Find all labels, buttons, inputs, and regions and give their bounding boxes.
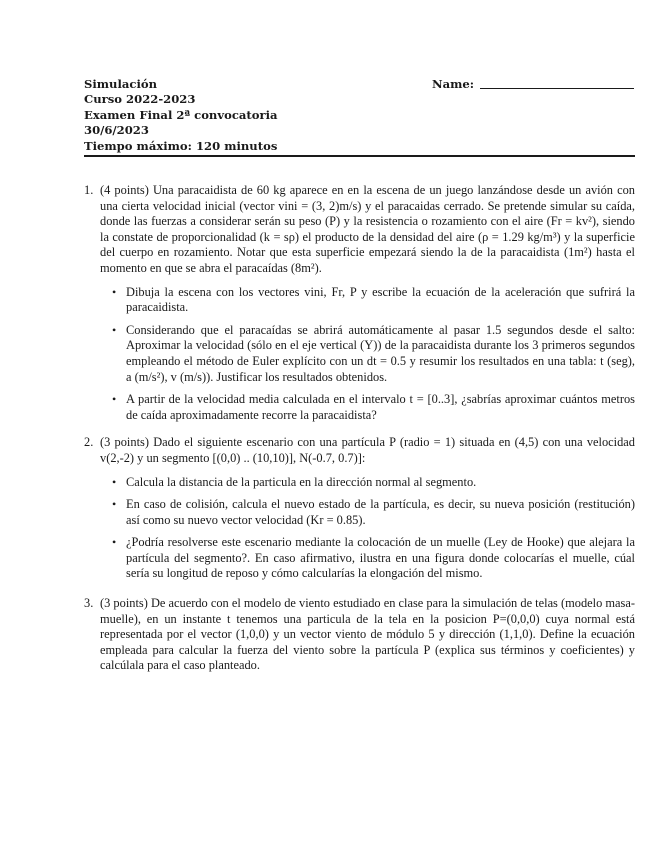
question-text: (3 points) De acuerdo con el modelo de viento estudiado en clase para la simulación de telas (modelo masa-muelle), en un instante t tenemos una particula de la tela en la posicion P=(0,0,0) cuya normal está representada por el vector (1,0,0) y un vector viento de módulo 5 y dirección (1,1,0). Define la ecuación empleada para calcular la fuerza del viento sobre la partícula P (explica sus términos y coeficientes) y calcúlala para el caso planteado. [100,596,635,673]
question-3 [84,596,635,674]
bullet-icon: • [112,474,117,489]
exam-title: Examen Final 2ª convocatoria [84,107,278,122]
questions-list [84,183,635,686]
academic-year: Curso 2022-2023 [84,92,196,107]
name-field-line[interactable] [480,88,634,89]
question-2 [84,435,635,582]
question-number: 2. [84,435,94,450]
exam-date: 30/6/2023 [84,123,149,138]
bullet-icon: • [112,392,117,407]
time-limit: Tiempo máximo: 120 minutos [84,138,278,153]
question-2-subitems [100,475,635,583]
question-number: 1. [84,183,94,197]
list-item: • ¿Podría resolverse este escenario mediante la colocación de un muelle (Ley de Hooke) que alejara la partícula del segmento?. En caso afirmativo, ilustra en una figura donde colocarías el muelle, cúal sería su longitud de reposo y cómo calcularías la elongación del mismo. [112,535,635,581]
name-label: Name: [432,77,475,91]
question-number: 3. [84,596,94,611]
list-item: • A partir de la velocidad media calculada en el intervalo t = [0..3], ¿sabrías aproximar cuántos metros de caída aproximadamente recorre la paracaidista? [112,392,635,422]
course-title: Simulación [84,77,158,91]
bullet-icon: • [112,322,117,337]
list-item: • En caso de colisión, calcula el nuevo estado de la partícula, es decir, su nueva posición (restitución) así como su nuevo vector velocidad (Kr = 0.85). [112,497,635,527]
question-1 [84,183,635,423]
list-item: • Calcula la distancia de la particula en la dirección normal al segmento. [112,474,477,489]
bullet-icon: • [112,497,117,512]
bullet-icon: • [112,535,117,550]
list-item: • Dibuja la escena con los vectores vini, Fr, P y escribe la ecuación de la aceleración que sufrirá la paracaidista. [112,284,635,315]
question-text: (3 points) Dado el siguiente escenario con una partícula P (radio = 1) situada en (4,5) con una velocidad v(2,-2) y un segmento [(0,0) .. (10,10)], N(-0.7, 0.7)]: [100,435,635,465]
header-divider [84,155,635,157]
question-1-subitems [100,285,635,424]
list-item: • Considerando que el paracaídas se abrirá automáticamente al pasar 1.5 segundos desde el salto: Aproximar la velocidad (sólo en el eje vertical (Y)) de la paracaidista durante los 3 primeros segundos empleando el método de Euler explícito con un dt = 0.5 y resumir los resultados en una tabla: t (seg), a (m/s²), v (m/s)). Justificar los resultados obtenidos. [112,322,635,384]
bullet-icon: • [112,284,117,299]
question-text: (4 points) Una paracaidista de 60 kg aparece en en la escena de un juego lanzándose desde un avión con una cierta velocidad inicial (vector vini = (3, 2)m/s) y el paracaidas cerrado. Se pretende simular su caída, donde las fuerzas a considerar serán su peso (P) y la resistencia o rozamiento con el aire (Fr = kv²), siendo la constate de proporcionalidad (k = sρ) el producto de la densidad del aire (ρ = 1.29 kg/m³) y la superficie del cuerpo en rozamiento. Notar que esta superficie empezará siendo la de la paracaidista (1m²) hasta el momento en que se abra el paracaídas (8m²). [100,183,635,275]
